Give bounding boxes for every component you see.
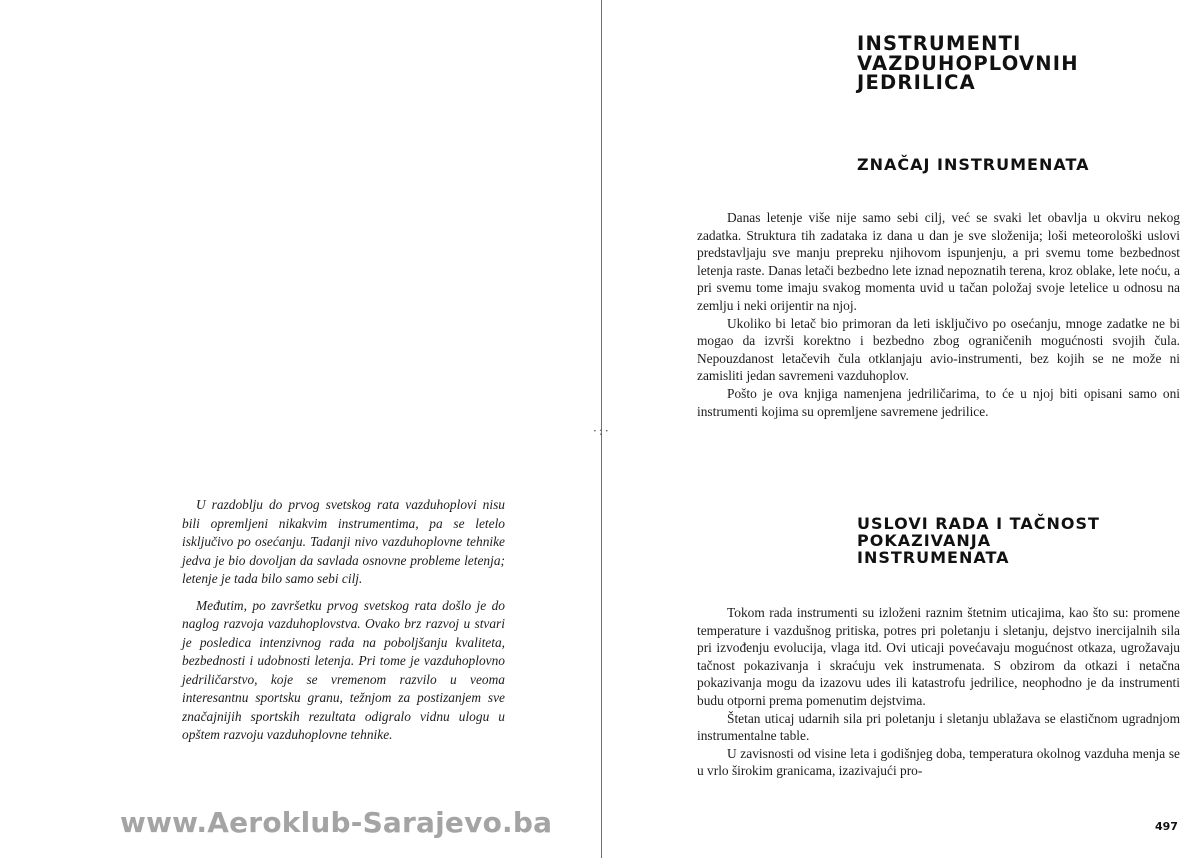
section-2-paragraph-3: U zavisnosti od visine leta i godišnjeg doba, temperatura okolnog vazduha menja se u vrlo širokim granicama, izazivajući pro-	[697, 745, 1180, 779]
left-paragraph-2: Međutim, po završetku prvog svetskog rata došlo je do naglog razvoja vazduhoplovstva. Ovako brz razvoj u stvari je posledica intenzivnog rada na poboljšanju kvaliteta, bezbednosti i udobnosti letenja. Pri tome je vazduhoplovno jedriličarstvo, koje se vremenom razvilo u veoma interesantnu sportsku granu, težnjom za postizanjem sve značajnijih sportskih rezultata odigralo vidnu ulogu u opštem razvoju vazduhoplovne tehnike.	[182, 597, 505, 742]
section-1-paragraph-2: Ukoliko bi letač bio primoran da leti isključivo po osećanju, mnoge zadatke ne bi mogao da izvrši korektno i bezbedno zbog ograničenih mogućnosti svojih čula. Nepouzdanost letačevih čula otklanjaju avio-instrumenti, bez kojih se ne može ni zamisliti jedan savremeni vazduhoplov.	[697, 315, 1180, 384]
chapter-title-line-1: INSTRUMENTI	[857, 32, 1022, 55]
section-1-paragraph-3: Pošto je ova knjiga namenjena jedriličarima, to će u njoj biti opisani samo oni instrumenti kojima su opremljene savremene jedrilice.	[697, 385, 1180, 419]
watermark: www.Aeroklub-Sarajevo.ba	[120, 806, 553, 839]
left-paragraph-1: U razdoblju do prvog svetskog rata vazduhoplovi nisu bili opremljeni nikakvim instrumentima, pa se letelo isključivo po osećanju. Tadanji nivo vazduhoplovne tehnike jedva je bio dovoljan da savlada osnovne probleme letenja; letenje je tada bilo samo sebi cilj.	[182, 497, 505, 586]
section-heading-2-line-2: POKAZIVANJA	[857, 531, 992, 550]
page-number: 497	[1155, 820, 1178, 833]
section-heading-2	[857, 515, 1177, 566]
chapter-title-line-3: JEDRILICA	[857, 71, 976, 94]
section-heading-1: ZNAČAJ INSTRUMENATA	[857, 155, 1090, 174]
section-heading-2-line-3: INSTRUMENATA	[857, 548, 1010, 567]
section-2-paragraph-1: Tokom rada instrumenti su izloženi raznim štetnim uticajima, kao što su: promene temperature i vazdušnog pritiska, potres pri poletanju i sletanju, dejstvo inercijalnih sila pri izvođenju evolucija, vlaga itd. Ovi uticaji povećavaju mogućnost otkaza, ugrožavaju tačnost pokazivanja i skraćuju vek instrumenata. S obzirom da otkazi i netačna pokazivanja mogu da izazovu udes ili katastrofu jedrilice, neophodno je da instrumenti budu otporni prema pomenutim dejstvima.	[697, 605, 1180, 708]
section-2-body	[697, 604, 1180, 780]
section-heading-2-line-1: USLOVI RADA I TAČNOST	[857, 514, 1100, 533]
left-page-text	[182, 496, 505, 753]
chapter-title-line-2: VAZDUHOPLOVNIH	[857, 51, 1079, 75]
section-1-body	[697, 209, 1180, 420]
section-1-paragraph-1: Danas letenje više nije samo sebi cilj, već se svaki let obavlja u okviru nekog zadatka. Struktura tih zadataka iz dana u dan je sve složenija; loši meteorološki uslovi predstavljaju sve manju prepreku njihovom ispunjenju, a pri svemu tome bezbednost letenja raste. Danas letači bezbedno lete iznad nepoznatih terena, kroz oblake, lete noću, a pri svemu tome imaju svakog momenta uvid u tačan položaj svoje letelice u odnosu na zemlju i neki orijentir na njoj.	[697, 210, 1180, 313]
chapter-title	[857, 34, 1177, 93]
gutter-mark: ·:·	[593, 424, 611, 438]
section-2-paragraph-2: Štetan uticaj udarnih sila pri poletanju i sletanju ublažava se elastičnom ugradnjom instrumentalne table.	[697, 710, 1180, 744]
